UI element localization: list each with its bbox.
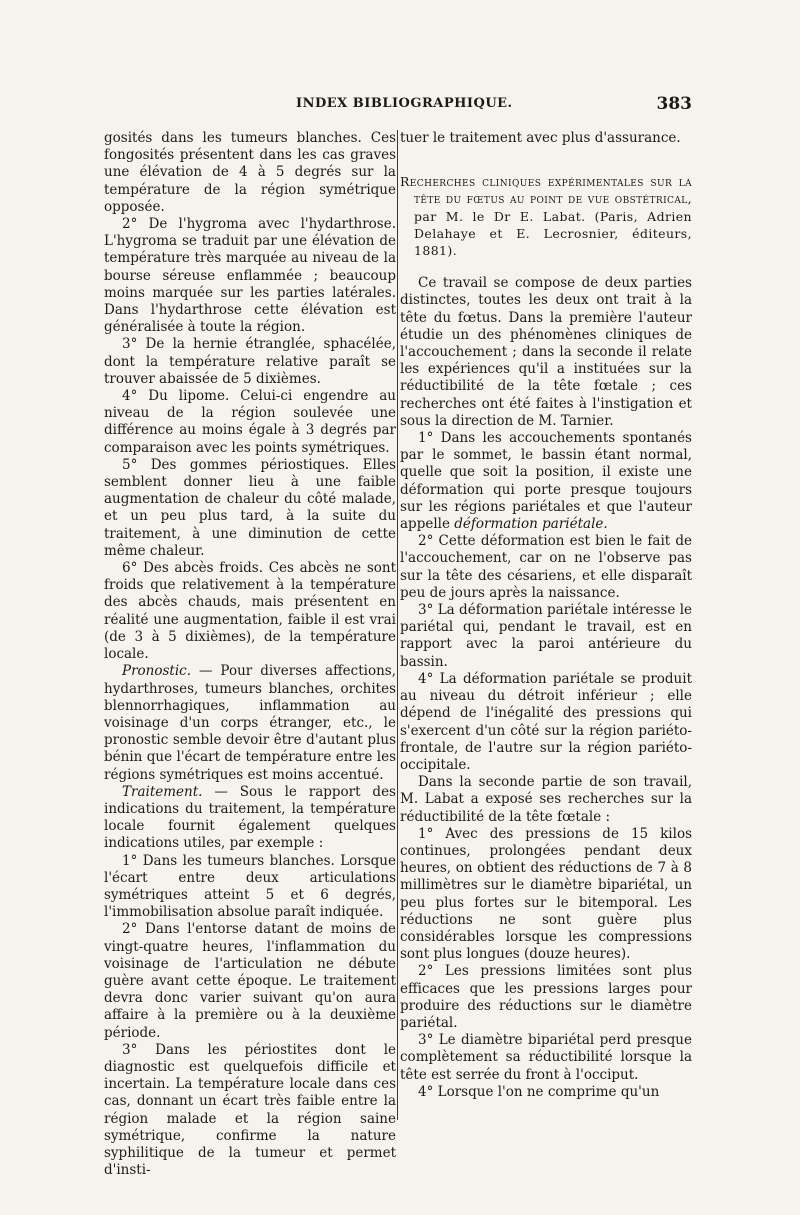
paragraph: 5° Des gommes périostiques. Elles semblent donner lieu à une faible augmentation de chaleur du côté malade, et un peu plus tard, à la suite du traitement, à une diminution de cette même chaleur. bbox=[104, 456, 396, 559]
paragraph: Ce travail se compose de deux parties distinctes, toutes les deux ont trait à la tête du fœtus. Dans la première l'auteur étudie un des phénomènes cliniques de l'accouchement ; dans la seconde il relate les expériences qu'il a instituées sur la réductibilité de la tête fœtale ; ces recherches ont été faites à l'instigation et sous la direction de M. Tarnier. bbox=[400, 275, 692, 429]
paragraph: 4° La déformation pariétale se produit au niveau du détroit inférieur ; elle dépend de l'inégalité des pressions qui s'exercent d'un côté sur la région pariéto-frontale, de l'autre sur la région pariéto-occipitale. bbox=[400, 670, 692, 773]
paragraph-text: 1° Dans les accouchements spontanés par le sommet, le bassin étant normal, quelle que soit la position, il existe une déformation qui porte presque toujours sur les régions pariétales et que l'auteur appelle bbox=[400, 430, 692, 533]
page-number: 383 bbox=[656, 94, 692, 114]
paragraph: 2° Dans l'entorse datant de moins de vingt-quatre heures, l'inflammation du voisinage de l'articulation ne débute guère avant cette époque. Le traitement devra donc varier suivant qu'on aura affaire à la première ou à la deuxième période. bbox=[104, 921, 396, 1041]
treatment-label: Traitement. bbox=[122, 783, 203, 800]
paragraph: 6° Des abcès froids. Ces abcès ne sont froids que relativement à la température des abcès chauds, mais présentent en réalité une augmentation, faible il est vrai (de 3 à 5 dixièmes), de la température locale. bbox=[104, 560, 396, 663]
article-title-main: Recherches cliniques expérimentales sur la tête du fœtus au point de vue obstétrical, bbox=[400, 174, 692, 207]
running-title: INDEX BIBLIOGRAPHIQUE. bbox=[296, 96, 513, 111]
article-title bbox=[400, 173, 692, 259]
paragraph: 3° Dans les périostites dont le diagnostic est quelquefois difficile et incertain. La température locale dans ces cas, donnant un écart très faible entre la région malade et la région saine symétrique, confirme la nature syphilitique de la tumeur et permet d'insti- bbox=[104, 1041, 396, 1179]
paragraph: 4° Du lipome. Celui-ci engendre au niveau de la région soulevée une différence au moins égale à 3 degrés par comparaison avec les points symétriques. bbox=[104, 388, 396, 456]
prognostic-paragraph bbox=[104, 663, 396, 783]
italic-term: déformation pariétale. bbox=[454, 516, 608, 533]
treatment-text: — Sous le rapport des indications du traitement, la température locale fournit également quelques indications utiles, par exemple : bbox=[104, 783, 396, 852]
prognostic-label: Pronostic. bbox=[122, 663, 192, 680]
paragraph: 3° De la hernie étranglée, sphacélée, dont la température relative paraît se trouver abaissée de 5 dixièmes. bbox=[104, 336, 396, 387]
paragraph: Dans la seconde partie de son travail, M. Labat a exposé ses recherches sur la réductibilité de la tête fœtale : bbox=[400, 774, 692, 825]
paragraph: 2° Cette déformation est bien le fait de l'accouchement, car on ne l'observe pas sur la tête des césariens, et elle disparaît peu de jours après la naissance. bbox=[400, 533, 692, 601]
paragraph bbox=[400, 430, 692, 533]
page-header bbox=[104, 96, 694, 120]
paragraph: 3° Le diamètre bipariétal perd presque complètement sa réductibilité lorsque la tête est serrée du front à l'occiput. bbox=[400, 1032, 692, 1083]
paragraph: 1° Avec des pressions de 15 kilos continues, prolongées pendant deux heures, on obtient des réductions de 7 à 8 millimètres sur le diamètre bipariétal, un peu plus fortes sur le bitemporal. Les réductions ne sont guère plus considérables lorsque les compressions sont plus longues (douze heures). bbox=[400, 825, 692, 963]
right-column bbox=[400, 130, 692, 1101]
paragraph: 4° Lorsque l'on ne comprime qu'un bbox=[418, 1083, 660, 1100]
paragraph: 2° Les pressions limitées sont plus efficaces que les pressions larges pour produire des réductions sur le diamètre pariétal. bbox=[400, 963, 692, 1031]
column-divider bbox=[397, 130, 398, 1120]
article-title-citation: par M. le Dr E. Labat. (Paris, Adrien Delahaye et E. Lecrosnier, éditeurs, 1881). bbox=[414, 208, 692, 259]
paragraph: 3° La déformation pariétale intéresse le pariétal qui, pendant le travail, est en rapport avec la paroi antérieure du bassin. bbox=[400, 602, 692, 670]
paragraph: gosités dans les tumeurs blanches. Ces fongosités présentent dans les cas graves une élévation de 4 à 5 degrés sur la température de la région symétrique opposée. bbox=[104, 130, 396, 215]
left-column bbox=[104, 130, 396, 1179]
treatment-paragraph bbox=[104, 784, 396, 853]
paragraph: 1° Dans les tumeurs blanches. Lorsque l'écart entre deux articulations symétriques atteint 5 et 6 degrés, l'immobilisation absolue paraît indiquée. bbox=[104, 852, 396, 921]
paragraph: tuer le traitement avec plus d'assurance. bbox=[400, 130, 681, 146]
prognostic-text: — Pour diverses affections, hydarthroses, tumeurs blanches, orchites blennorrhagiques, inflammation au voisinage d'un corps étranger, etc., le pronostic semble devoir être d'autant plus bénin que l'écart de température entre les régions symétriques est moins accentué. bbox=[104, 663, 396, 783]
paragraph: 2° De l'hygroma avec l'hydarthrose. L'hygroma se traduit par une élévation de température très marquée au niveau de la bourse séreuse enflammée ; beaucoup moins marquée sur les parties latérales. Dans l'hydarthrose cette élévation est généralisée à toute la région. bbox=[104, 216, 396, 336]
